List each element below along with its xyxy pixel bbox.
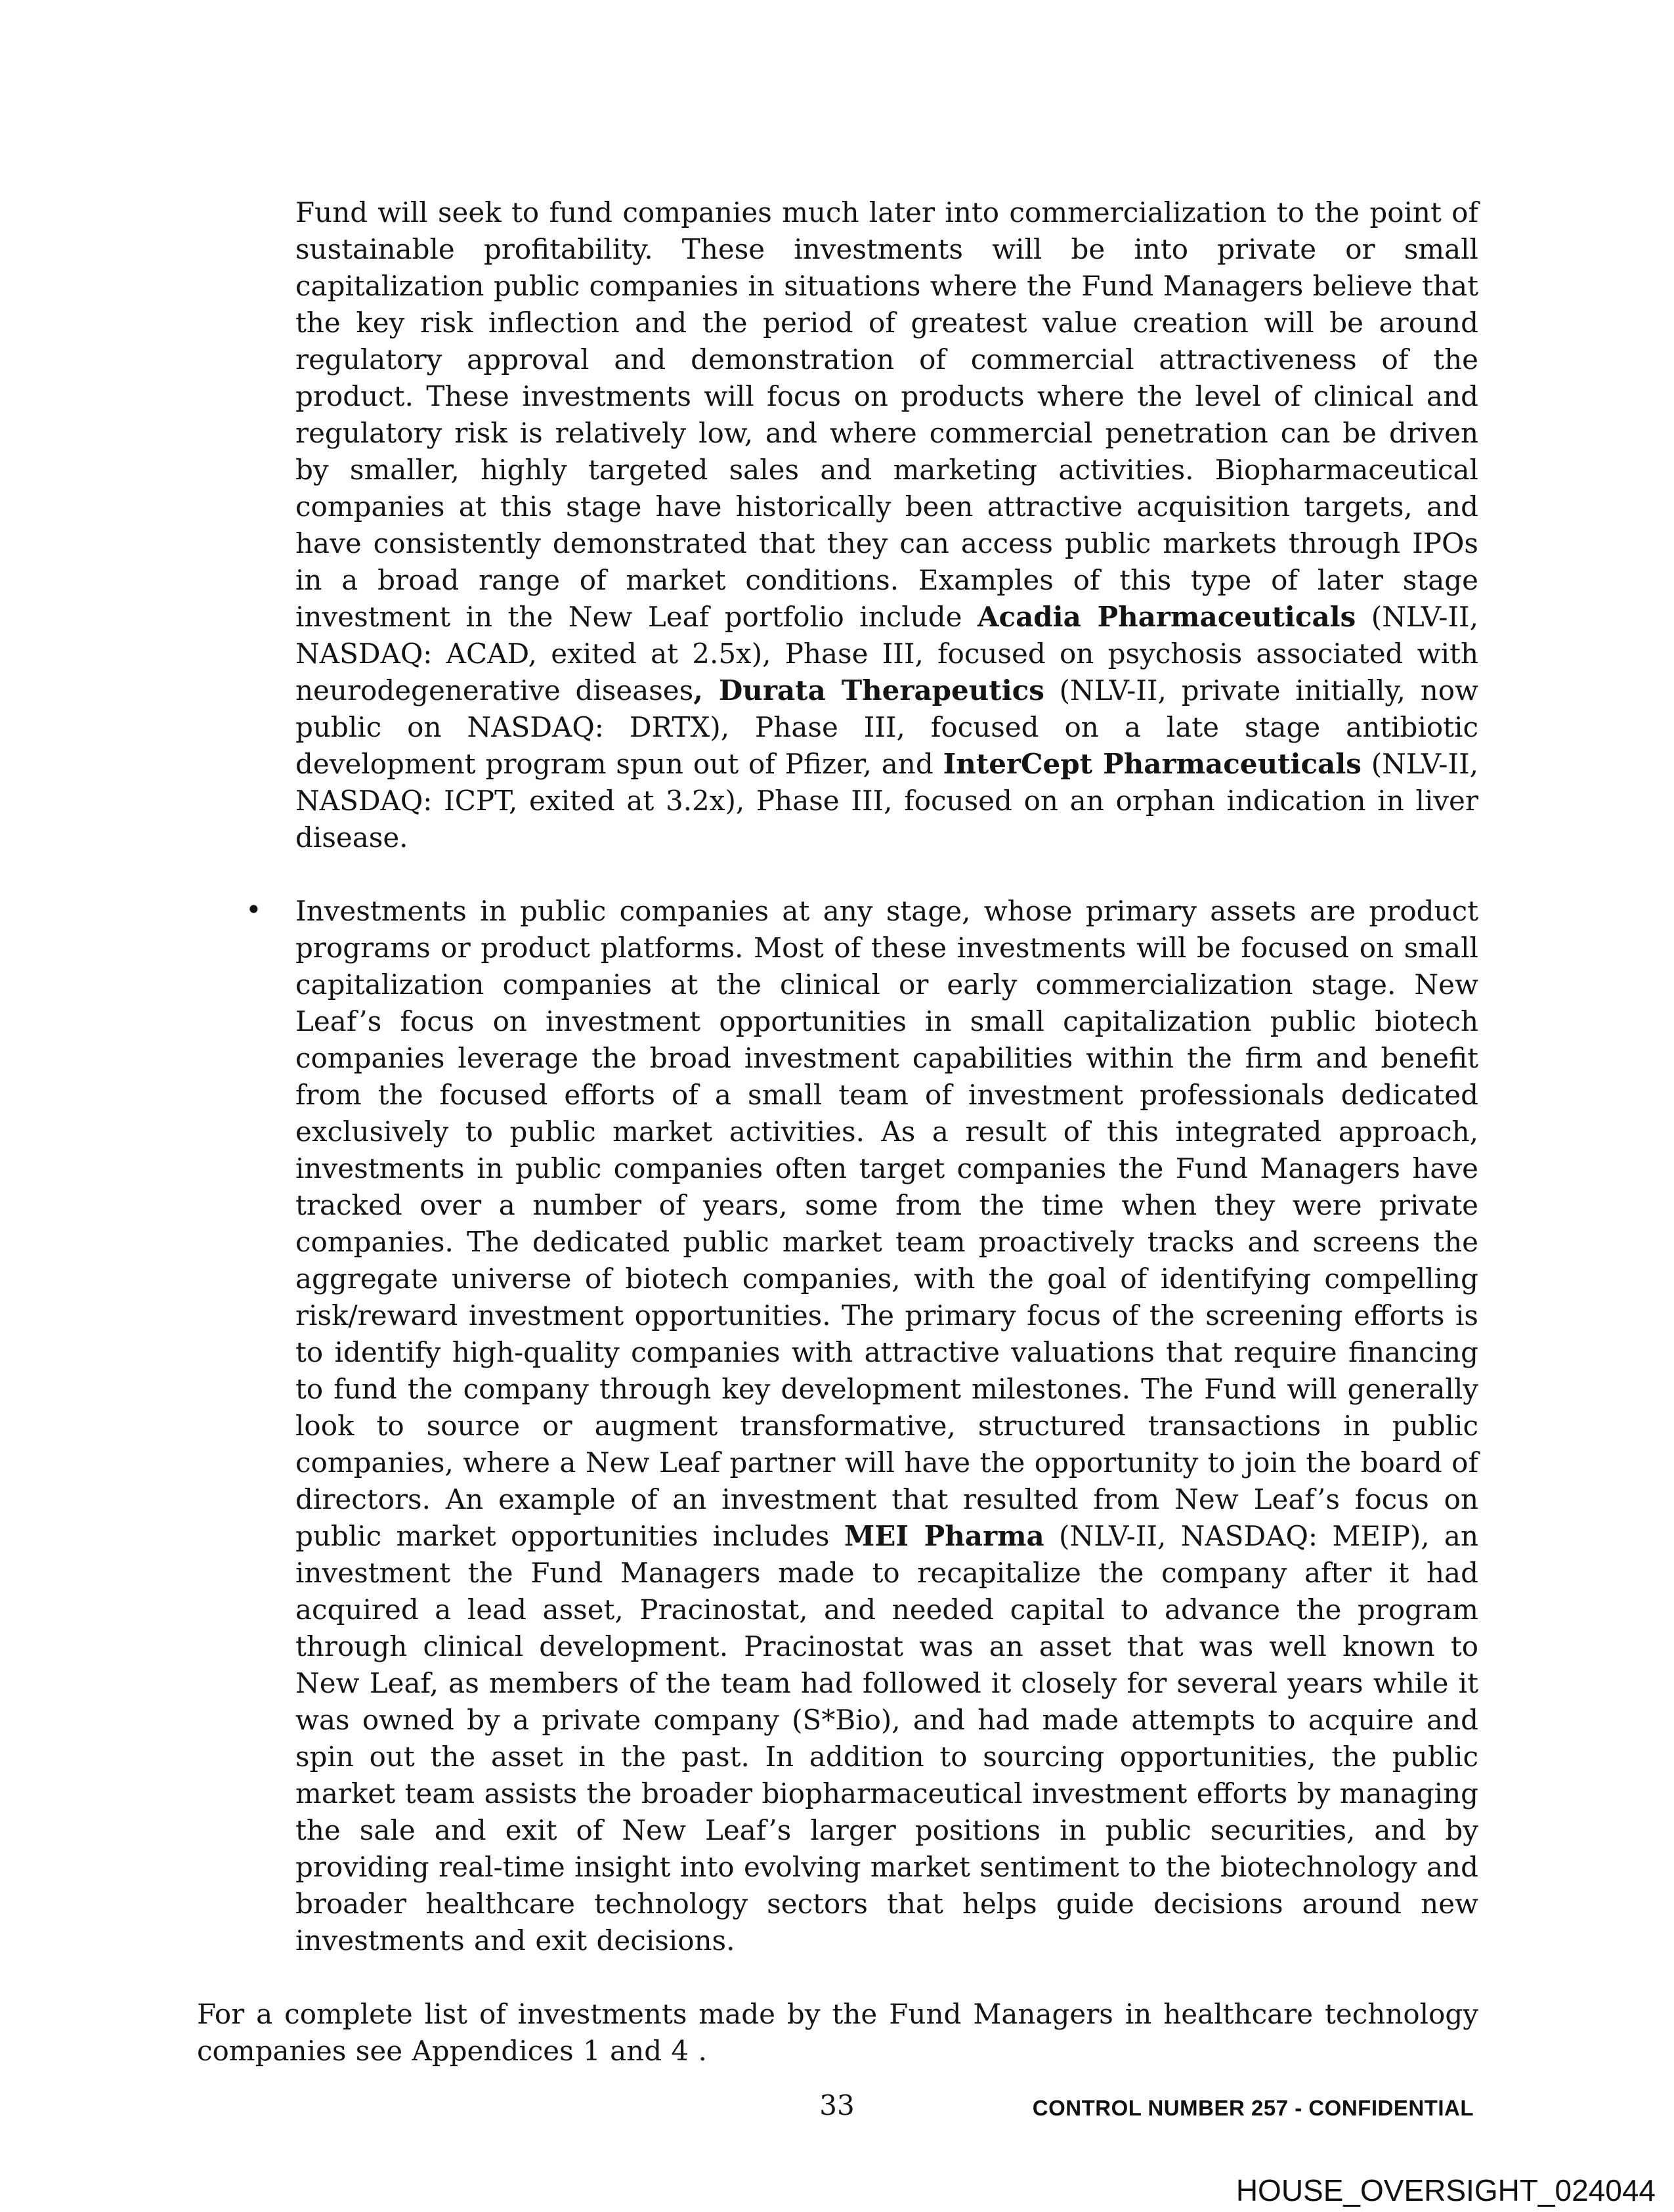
paragraph-later-stage-investments xyxy=(295,194,1478,856)
text-run: (NLV-II, NASDAQ: ICPT, exited at 3.2x), Phase III, focused on an orphan indication in liver disease. xyxy=(295,748,1479,854)
paragraph-appendices-note: For a complete list of investments made by the Fund Managers in healthcare technology companies see Appendices 1 and 4 . xyxy=(197,1998,1478,2067)
bold-text-run: InterCept Pharmaceuticals xyxy=(943,748,1362,780)
bold-text-run: MEI Pharma xyxy=(844,1520,1044,1552)
text-run: Investments in public companies at any stage, whose primary assets are product programs or product platforms. Most of these investments will be focused on small capitalization companies at the clinical or early commercialization stage. New Leaf’s focus on investment opportunities in small capitalization public biotech companies leverage the broad investment capabilities within the firm and benefit from the focused efforts of a small team of investment professionals dedicated exclusively to public market activities. As a result of this integrated approach, investments in public companies often target companies the Fund Managers have tracked over a number of years, some from the time when they were private companies. The dedicated public market team proactively tracks and screens the aggregate universe of biotech companies, with the goal of identifying compelling risk/reward investment opportunities. The primary focus of the screening efforts is to identify high-quality companies with attractive valuations that require financing to fund the company through key development milestones. The Fund will generally look to source or augment transformative, structured transactions in public companies, where a New Leaf partner will have the opportunity to join the board of directors. An example of an investment that resulted from New Leaf’s focus on public market opportunities includes xyxy=(295,895,1478,1552)
bates-number: HOUSE_OVERSIGHT_024044 xyxy=(1235,2173,1656,2207)
page-number: 33 xyxy=(819,2089,855,2121)
text-run: (NLV-II, NASDAQ: ACAD, exited at 2.5x), Phase III, focused on psychosis associated with neurodegenerative diseases xyxy=(295,601,1478,706)
bold-text-run: Acadia Pharmaceuticals xyxy=(977,601,1356,633)
bullet-marker-icon: • xyxy=(246,894,262,926)
text-run: Fund will seek to fund companies much later into commercialization to the point of sustainable profitability. These investments will be into private or small capitalization public companies in situations where the Fund Managers believe that the key risk inflection and the period of greatest value creation will be around regulatory approval and demonstration of commercial attractiveness of the product. These investments will focus on products where the level of clinical and regulatory risk is relatively low, and where commercial penetration can be driven by smaller, highly targeted sales and marketing activities. Biopharmaceutical companies at this stage have historically been attractive acquisition targets, and have consistently demonstrated that they can access public markets through IPOs in a broad range of market conditions. Examples of this type of later stage investment in the New Leaf portfolio include xyxy=(295,196,1478,633)
bullet-item-public-company-investments xyxy=(246,893,1478,1959)
text-run: (NLV-II, NASDAQ: MEIP), an investment the Fund Managers made to recapitalize the company after it had acquired a lead asset, Pracinostat, and needed capital to advance the program through clinical development. Pracinostat was an asset that was well known to New Leaf, as members of the team had followed it closely for several years while it was owned by a private company (S*Bio), and had made attempts to acquire and spin out the asset in the past. In addition to sourcing opportunities, the public market team assists the broader biopharmaceutical investment efforts by managing the sale and exit of New Leaf’s larger positions in public securities, and by providing real-time insight into evolving market sentiment to the biotechnology and broader healthcare technology sectors that helps guide decisions around new investments and exit decisions. xyxy=(295,1520,1478,1957)
document-body xyxy=(197,194,1478,2070)
bold-text-run: , Durata Therapeutics xyxy=(693,674,1044,706)
control-number-stamp: CONTROL NUMBER 257 - CONFIDENTIAL xyxy=(1032,2096,1474,2120)
text-run: (NLV-II, private initially, now public on NASDAQ: DRTX), Phase III, focused on a late stage antibiotic development program spun out of Pfizer, and xyxy=(295,674,1478,780)
bullet-paragraph-public-companies xyxy=(295,893,1478,1959)
